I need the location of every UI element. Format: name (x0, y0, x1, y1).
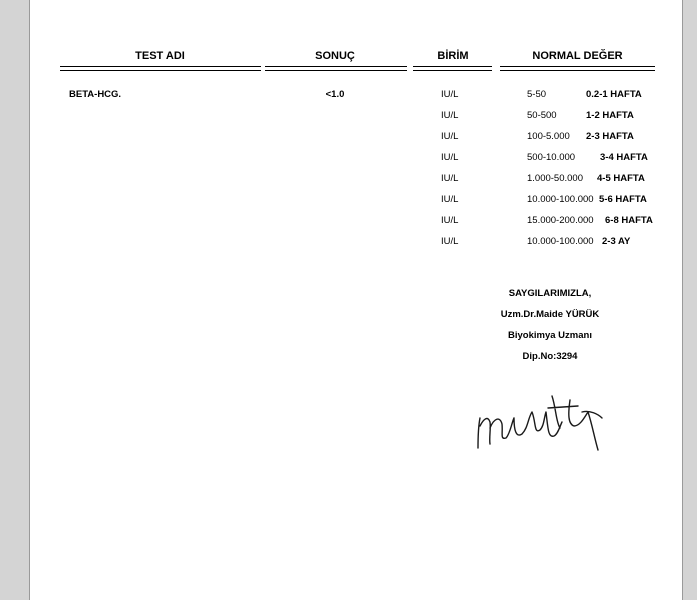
range-unit: IU/L (441, 110, 459, 121)
range-period: 6-8 HAFTA (605, 215, 653, 226)
range-value: 500-10.000 (527, 152, 576, 163)
header-normal-value: NORMAL DEĞER (532, 50, 623, 62)
signoff-doctor-name: Uzm.Dr.Maide YÜRÜK (500, 309, 600, 320)
test-result: <1.0 (325, 89, 345, 100)
range-unit: IU/L (441, 173, 459, 184)
range-value: 100-5.000 (527, 131, 570, 142)
range-period: 3-4 HAFTA (600, 152, 648, 163)
range-value: 1.000-50.000 (527, 173, 583, 184)
range-value: 10.000-100.000 (527, 236, 594, 247)
signoff-greeting: SAYGILARIMIZLA, (508, 288, 592, 299)
header-rule-normal (500, 66, 655, 71)
range-unit: IU/L (441, 152, 459, 163)
header-test-name: TEST ADI (135, 50, 185, 62)
range-period: 5-6 HAFTA (599, 194, 647, 205)
range-period: 1-2 HAFTA (586, 110, 634, 121)
range-value: 50-500 (527, 110, 557, 121)
range-unit: IU/L (441, 89, 459, 100)
range-period: 2-3 AY (602, 236, 631, 247)
range-unit: IU/L (441, 236, 459, 247)
range-period: 4-5 HAFTA (597, 173, 645, 184)
range-value: 10.000-100.000 (527, 194, 594, 205)
range-unit: IU/L (441, 131, 459, 142)
signoff-doctor-title: Biyokimya Uzmanı (508, 330, 592, 341)
header-rule-unit (413, 66, 492, 71)
signoff-diploma-number: Dip.No:3294 (522, 351, 578, 362)
header-rule-test (60, 66, 261, 71)
range-unit: IU/L (441, 215, 459, 226)
range-period: 0.2-1 HAFTA (586, 89, 642, 100)
range-value: 15.000-200.000 (527, 215, 594, 226)
range-unit: IU/L (441, 194, 459, 205)
range-period: 2-3 HAFTA (586, 131, 634, 142)
header-result: SONUÇ (315, 50, 355, 62)
header-unit: BİRİM (437, 50, 469, 62)
header-rule-result (265, 66, 407, 71)
range-value: 5-50 (527, 89, 547, 100)
test-name: BETA-HCG. (69, 89, 122, 100)
handwritten-signature (470, 378, 620, 458)
